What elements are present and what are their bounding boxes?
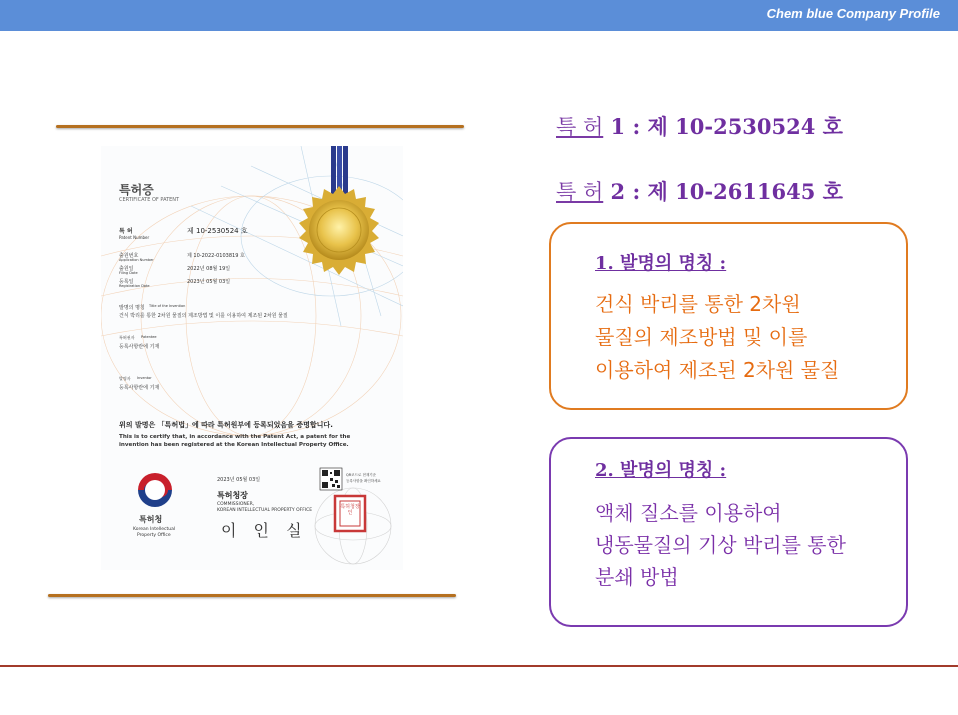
patent-2-number: 2 : 제 10-2611645 호 [603,179,843,204]
application-label: 출원번호 [119,253,139,259]
invention-2-line: 분쇄 방법 [595,565,679,589]
office-name-ko: 특허청 [139,515,163,524]
qr-note-2: 등록사항을 확인하세요 [346,479,381,483]
owner-value: 등록사항란에 기재 [119,344,160,350]
invention-1-line: 물질의 제조방법 및 이를 [595,325,808,349]
patent-number: 제 10-2530524 호 [187,227,248,235]
certificate-statement-ko: 위의 발명은 「특허법」에 따라 특허원부에 등록되었음을 증명합니다. [119,421,333,429]
brand-text: Chem blue Company Profile [766,6,940,21]
patent-1 [556,111,843,141]
inventor-value: 등록사항란에 기재 [119,385,160,391]
registration-date: 2023년 05월 03일 [187,279,231,285]
patent-1-label: 특 허 [556,115,604,139]
commissioner-ko: 특허청장 [217,491,248,500]
commissioner-en-2: KOREAN INTELLECTUAL PROPERTY OFFICE [217,508,313,513]
invention-label-en: Title of the Invention [149,304,186,308]
owner-label: 특허권자 [119,335,135,340]
owner-label-en: Patentee [141,335,157,339]
patent-certificate-image [101,146,403,570]
invention-1-line: 건식 박리를 통한 2차원 [595,292,801,316]
certificate-title: 특허증 [119,183,154,197]
patent-1-number: 1 : 제 10-2530524 호 [603,114,843,139]
qr-note-1: QR코드로 현재기준 [346,473,376,477]
patent-label: 특 허 [119,228,133,235]
certificate-statement-en-1: This is to certify that, in accordance with the Patent Act, a patent for the [119,434,351,440]
official-seal: 특허청장인 [340,504,360,516]
registration-label-en: Registration Date [119,284,150,288]
footer-divider [0,665,958,667]
application-label-en: Application Number [119,258,154,262]
registration-label: 등록일 [119,279,134,285]
office-name-en-1: Korean Intellectual [133,527,176,532]
filing-date: 2022년 08월 19일 [187,266,231,272]
filing-label-en: Filing Date [119,271,138,275]
certificate-subtitle: CERTIFICATE OF PATENT [119,197,180,203]
office-name-en-2: Property Office [137,533,171,538]
top-rule [56,125,464,128]
header-bar [0,0,958,31]
invention-2-line: 냉동물질의 기상 박리를 통한 [595,533,846,557]
bottom-rule [48,594,456,597]
patent-2 [556,176,843,206]
invention-1-description [595,288,839,387]
invention-2-title: 2. 발명의 명칭 : [595,460,727,481]
filing-label: 출원일 [119,266,134,272]
invention-box-2 [549,437,908,627]
commissioner-en-1: COMMISSIONER, [217,502,255,507]
inventor-label: 발명자 [119,376,131,381]
invention-2-description [595,497,846,593]
invention-title: 건식 박리를 통한 2차원 물질의 제조방법 및 이를 이용하여 제조된 2차원 물질 [119,313,288,319]
patent-2-label: 특 허 [556,180,604,204]
invention-1-title: 1. 발명의 명칭 : [595,253,727,274]
inventor-label-en: Inventor [137,376,152,380]
commissioner-signature: 이 인 실 [221,521,308,540]
invention-box-1 [549,222,908,410]
issue-date: 2023년 05월 03일 [217,477,261,483]
invention-2-line: 액체 질소를 이용하여 [595,501,782,525]
certificate-statement-en-2: invention has been registered at the Korean Intellectual Property Office. [119,442,349,448]
application-number: 제 10-2022-0103819 호 [187,253,245,259]
invention-1-line: 이용하여 제조된 2차원 물질 [595,358,840,382]
patent-label-en: Patent Number [119,235,150,240]
invention-label: 발명의 명칭 [119,305,145,311]
